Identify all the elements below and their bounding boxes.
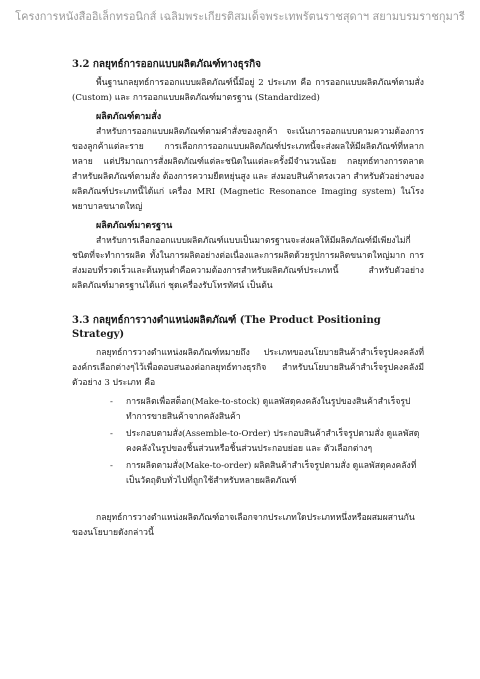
paragraph: พื้นฐานกลยุทธ์การออกแบบผลิตภัณฑ์นี้มีอยู่ 2 ประเภท คือ การออกแบบผลิตภัณฑ์ตามสั่ง (Custom) และ การออกแบบผลิตภัณฑ์มาตรฐาน (Standardized) [72, 78, 424, 103]
section-heading: 3.3 กลยุทธ์การวางตำแหน่งผลิตภัณฑ์ (The Product Positioning Strategy) [72, 315, 381, 340]
bullet-list [72, 395, 424, 489]
paragraph: กลยุทธ์การวางตำแหน่งผลิตภัณฑ์อาจเลือกจากประเภทใดประเภทหนึ่งหรือผสมผสานกันของนโยบายดังกล่าวนี้ [72, 513, 415, 538]
paragraph: สำหรับการออกแบบผลิตภัณฑ์ตามคำสั่งของลูกค้า จะเน้นการออกแบบตามความต้องการของลูกค้าแต่ละราย การเลือกการออกแบบผลิตภัณฑ์ประเภทนี้จะส่งผลให้มีผลิตภัณฑ์ที่หลากหลาย แต่ปริมาณการสั่งผลิตภัณฑ์แต่ละชนิดในแต่ละครั้งมีจำนวนน้อย กลยุทธ์ทางการตลาดสำหรับผลิตภัณฑ์ตามสั่ง ต้องการความยืดหยุ่นสูง และ ส่งมอบสินค้าตรงเวลา สำหรับตัวอย่างของผลิตภัณฑ์ประเภทนี้ได้แก่ เครื่อง MRI (Magnetic Resonance Imaging system) ในโรงพยาบาลขนาดใหญ่ [72, 127, 424, 212]
list-item: - ประกอบตามสั่ง(Assemble-to-Order) ประกอบสินค้าสำเร็จรูปตามสั่ง ดูแลพัสดุคงคลังในรูปของชิ้นส่วนหรือชิ้นส่วนประกอบย่อย และ ตัวเลือกต่างๆ [110, 429, 420, 454]
subsection-heading: ผลิตภัณฑ์ตามสั่ง [96, 112, 162, 122]
paragraph: กลยุทธ์การวางตำแหน่งผลิตภัณฑ์หมายถึง ประเภทของนโยบายสินค้าสำเร็จรูปคงคลังที่องค์กรเลือกต่างๆไว้เพื่อตอบสนองต่อกลยุทธ์ทางธุรกิจ สำหรับนโยบายสินค้าสำเร็จรูปคงคลังมีตัวอย่าง 3 ประเภท คือ [72, 348, 424, 388]
header-watermark: โครงการหนังสืออิเล็กทรอนิกส์ เฉลิมพระเกียรติสมเด็จพระเทพรัตนราชสุดาฯ สยามบรมราชกุมารี [15, 10, 465, 23]
document-body [72, 58, 424, 545]
paragraph: สำหรับการเลือกออกแบบผลิตภัณฑ์แบบเป็นมาตรฐานจะส่งผลให้มีผลิตภัณฑ์มีเพียงไม่กี่ชนิดที่จะทำการผลิต ทั้งในการผลิตอย่างต่อเนื่องและการผลิตด้วยรูปการผลิตขนาดใหญ่มาก การส่งมอบที่รวดเร็วและต้นทุนต่ำคือความต้องการสำหรับผลิตภัณฑ์ประเภทนี้ สำหรับตัวอย่างผลิตภัณฑ์มาตรฐานได้แก่ ชุดเครื่องรับโทรทัศน์ เป็นต้น [72, 236, 424, 291]
section-heading: 3.2 กลยุทธ์การออกแบบผลิตภัณฑ์ทางธุรกิจ [72, 59, 261, 70]
list-item: - การผลิตตามสั่ง(Make-to-order) ผลิตสินค้าสำเร็จรูปตามสั่ง ดูแลพัสดุคงคลังที่เป็นวัตถุดิบทั่วไปที่ถูกใช้สำหรับหลายผลิตภัณฑ์ [110, 461, 417, 486]
subsection-heading: ผลิตภัณฑ์มาตรฐาน [96, 221, 173, 231]
list-item: - การผลิตเพื่อสต็อก(Make-to-stock) ดูแลพัสดุคงคลังในรูปของสินค้าสำเร็จรูป ทำการขายสินค้าจากคลังสินค้า [110, 397, 411, 422]
